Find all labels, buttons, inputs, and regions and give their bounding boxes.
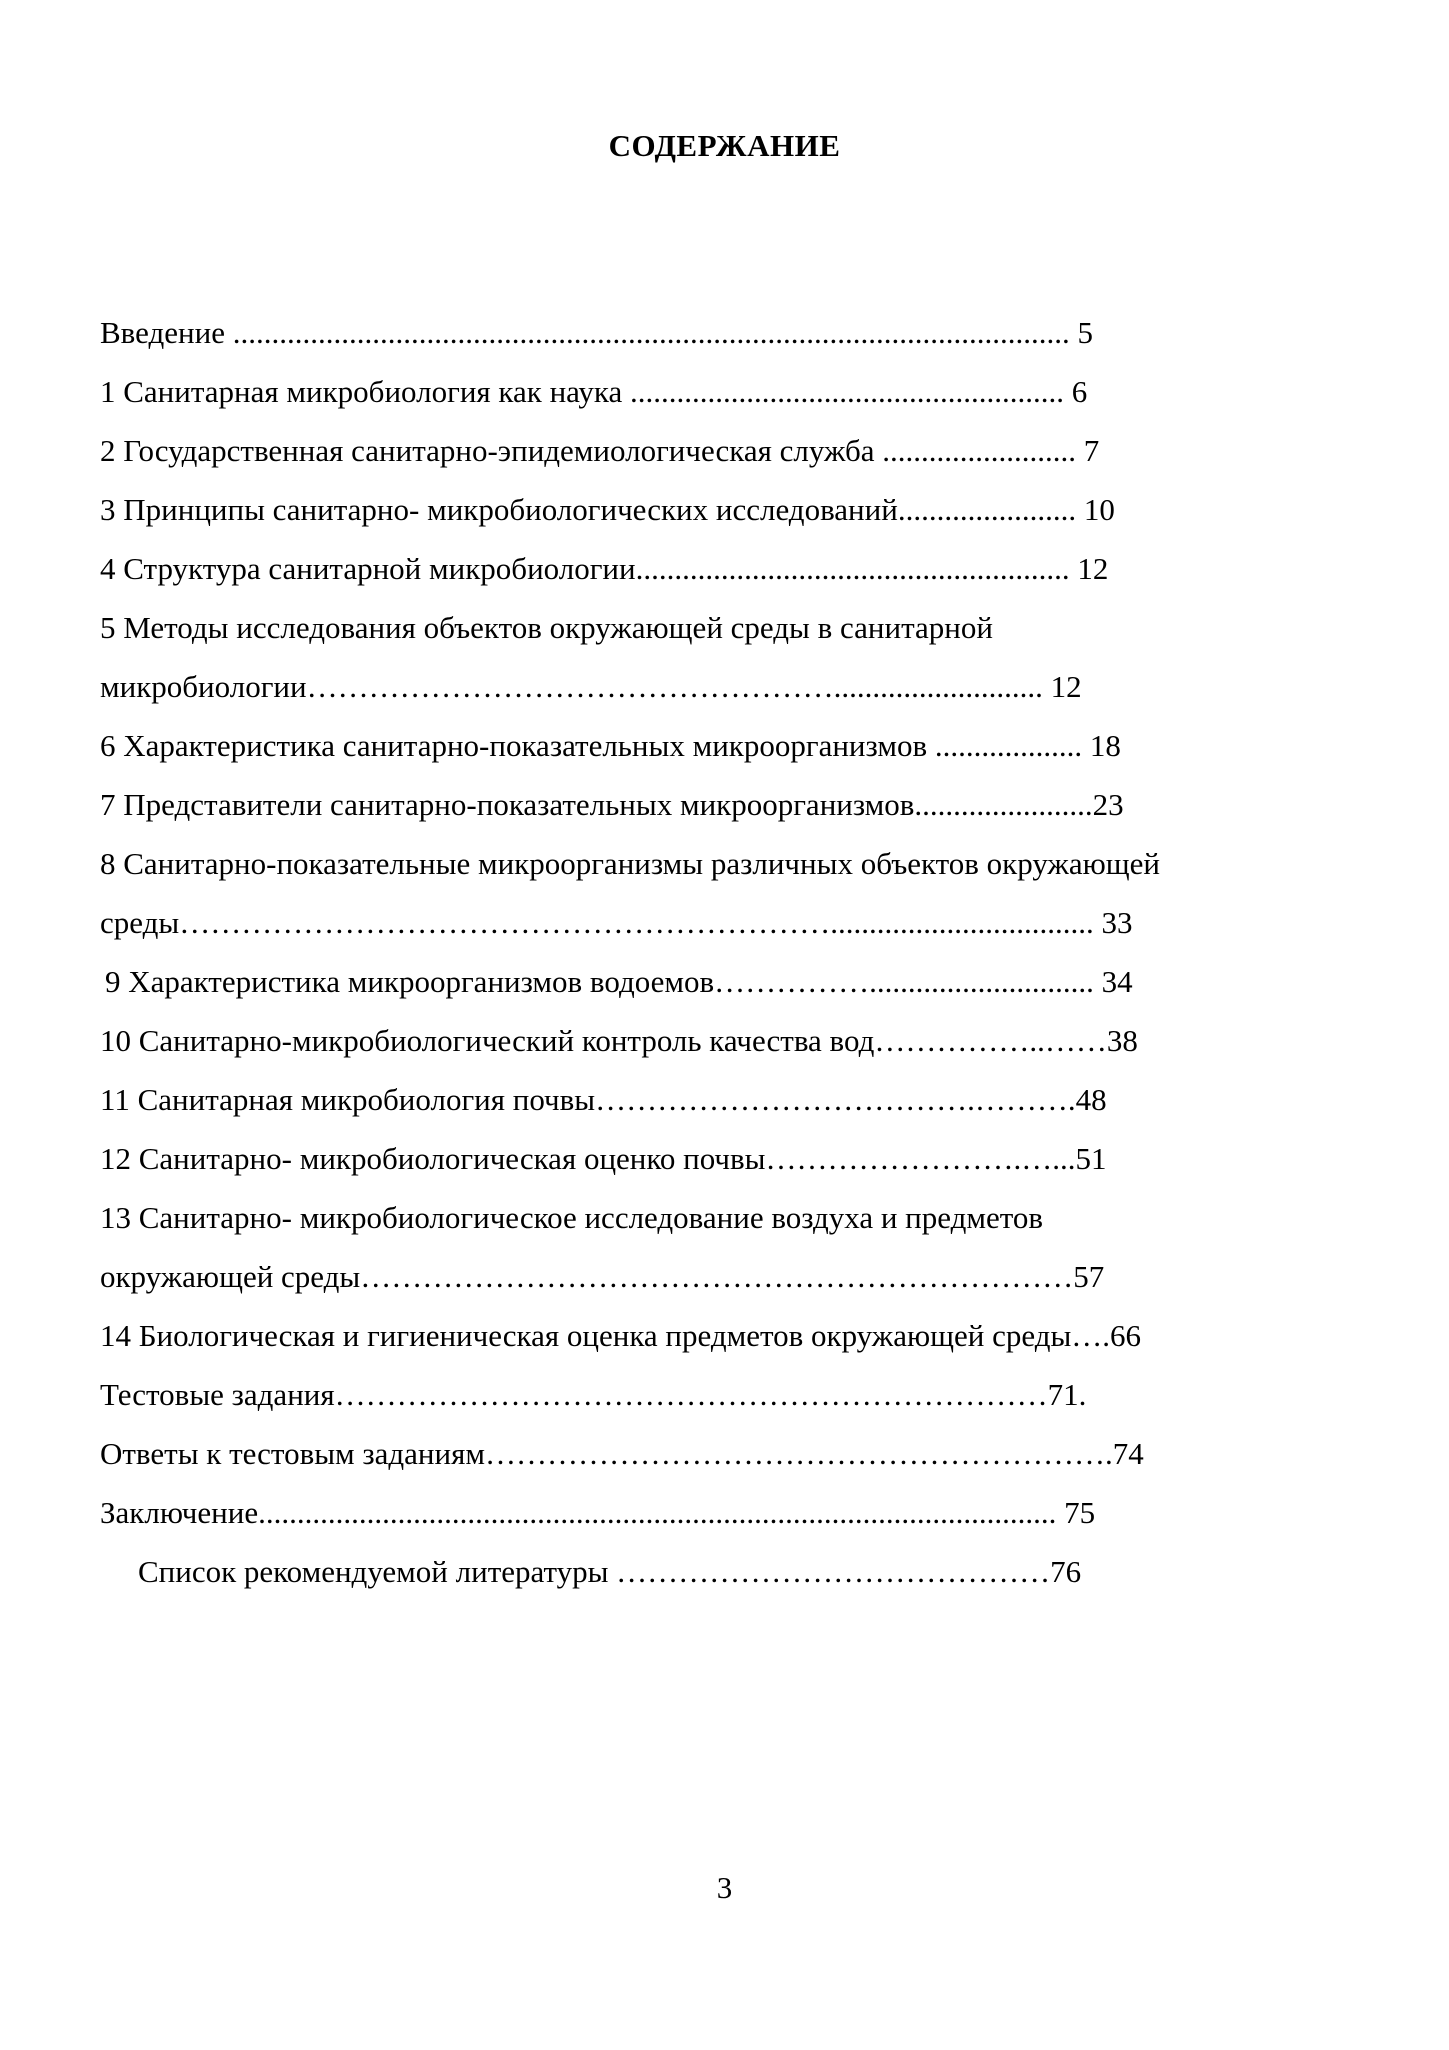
- toc-line: Заключение....................................................................................................... 75: [100, 1495, 1096, 1530]
- toc-line: 13 Санитарно- микробиологическое исследование воздуха и предметов: [100, 1200, 1044, 1235]
- toc-line: 11 Санитарная микробиология почвы……………………………….……….48: [100, 1082, 1107, 1117]
- toc-line: Ответы к тестовым заданиям…………………………………………………….74: [100, 1436, 1144, 1471]
- toc-line: 5 Методы исследования объектов окружающей среды в санитарной: [100, 610, 993, 645]
- toc-line: 1 Санитарная микробиология как наука ........................................................ 6: [100, 374, 1088, 409]
- toc-line: Список рекомендуемой литературы ……………………………………76: [138, 1554, 1082, 1589]
- toc-line: среды……………………………………………………….................................. 33: [100, 905, 1133, 940]
- toc-line: микробиологии……………………………………………........................... 12: [100, 669, 1082, 704]
- toc-line: Введение ............................................................................................................ 5: [100, 315, 1093, 350]
- toc-line: 3 Принципы санитарно- микробиологических исследований....................... 10: [100, 492, 1115, 527]
- toc-line: окружающей среды……………………………………………………………57: [100, 1259, 1105, 1294]
- toc-line: 4 Структура санитарной микробиологии........................................................ 12: [100, 551, 1109, 586]
- table-of-contents: [100, 303, 1340, 1601]
- toc-line: 10 Санитарно-микробиологический контроль качества вод……………..……38: [100, 1023, 1138, 1058]
- toc-line: Тестовые задания……………………………………………………………71.: [100, 1377, 1087, 1412]
- page-title: СОДЕРЖАНИЕ: [608, 128, 841, 163]
- toc-line: 2 Государственная санитарно-эпидемиологическая служба ......................... 7: [100, 433, 1100, 468]
- toc-line: 9 Характеристика микроорганизмов водоемов……………............................. 34: [105, 964, 1133, 999]
- page-number: 3: [716, 1870, 733, 1905]
- toc-line: 14 Биологическая и гигиеническая оценка предметов окружающей среды….66: [100, 1318, 1142, 1353]
- toc-line: 8 Санитарно-показательные микроорганизмы различных объектов окружающей: [100, 846, 1160, 881]
- toc-line: 7 Представители санитарно-показательных микроорганизмов.......................23: [100, 787, 1124, 822]
- toc-line: 6 Характеристика санитарно-показательных микроорганизмов ................... 18: [100, 728, 1121, 763]
- toc-line: 12 Санитарно- микробиологическая оценко почвы…………………….…...51: [100, 1141, 1107, 1176]
